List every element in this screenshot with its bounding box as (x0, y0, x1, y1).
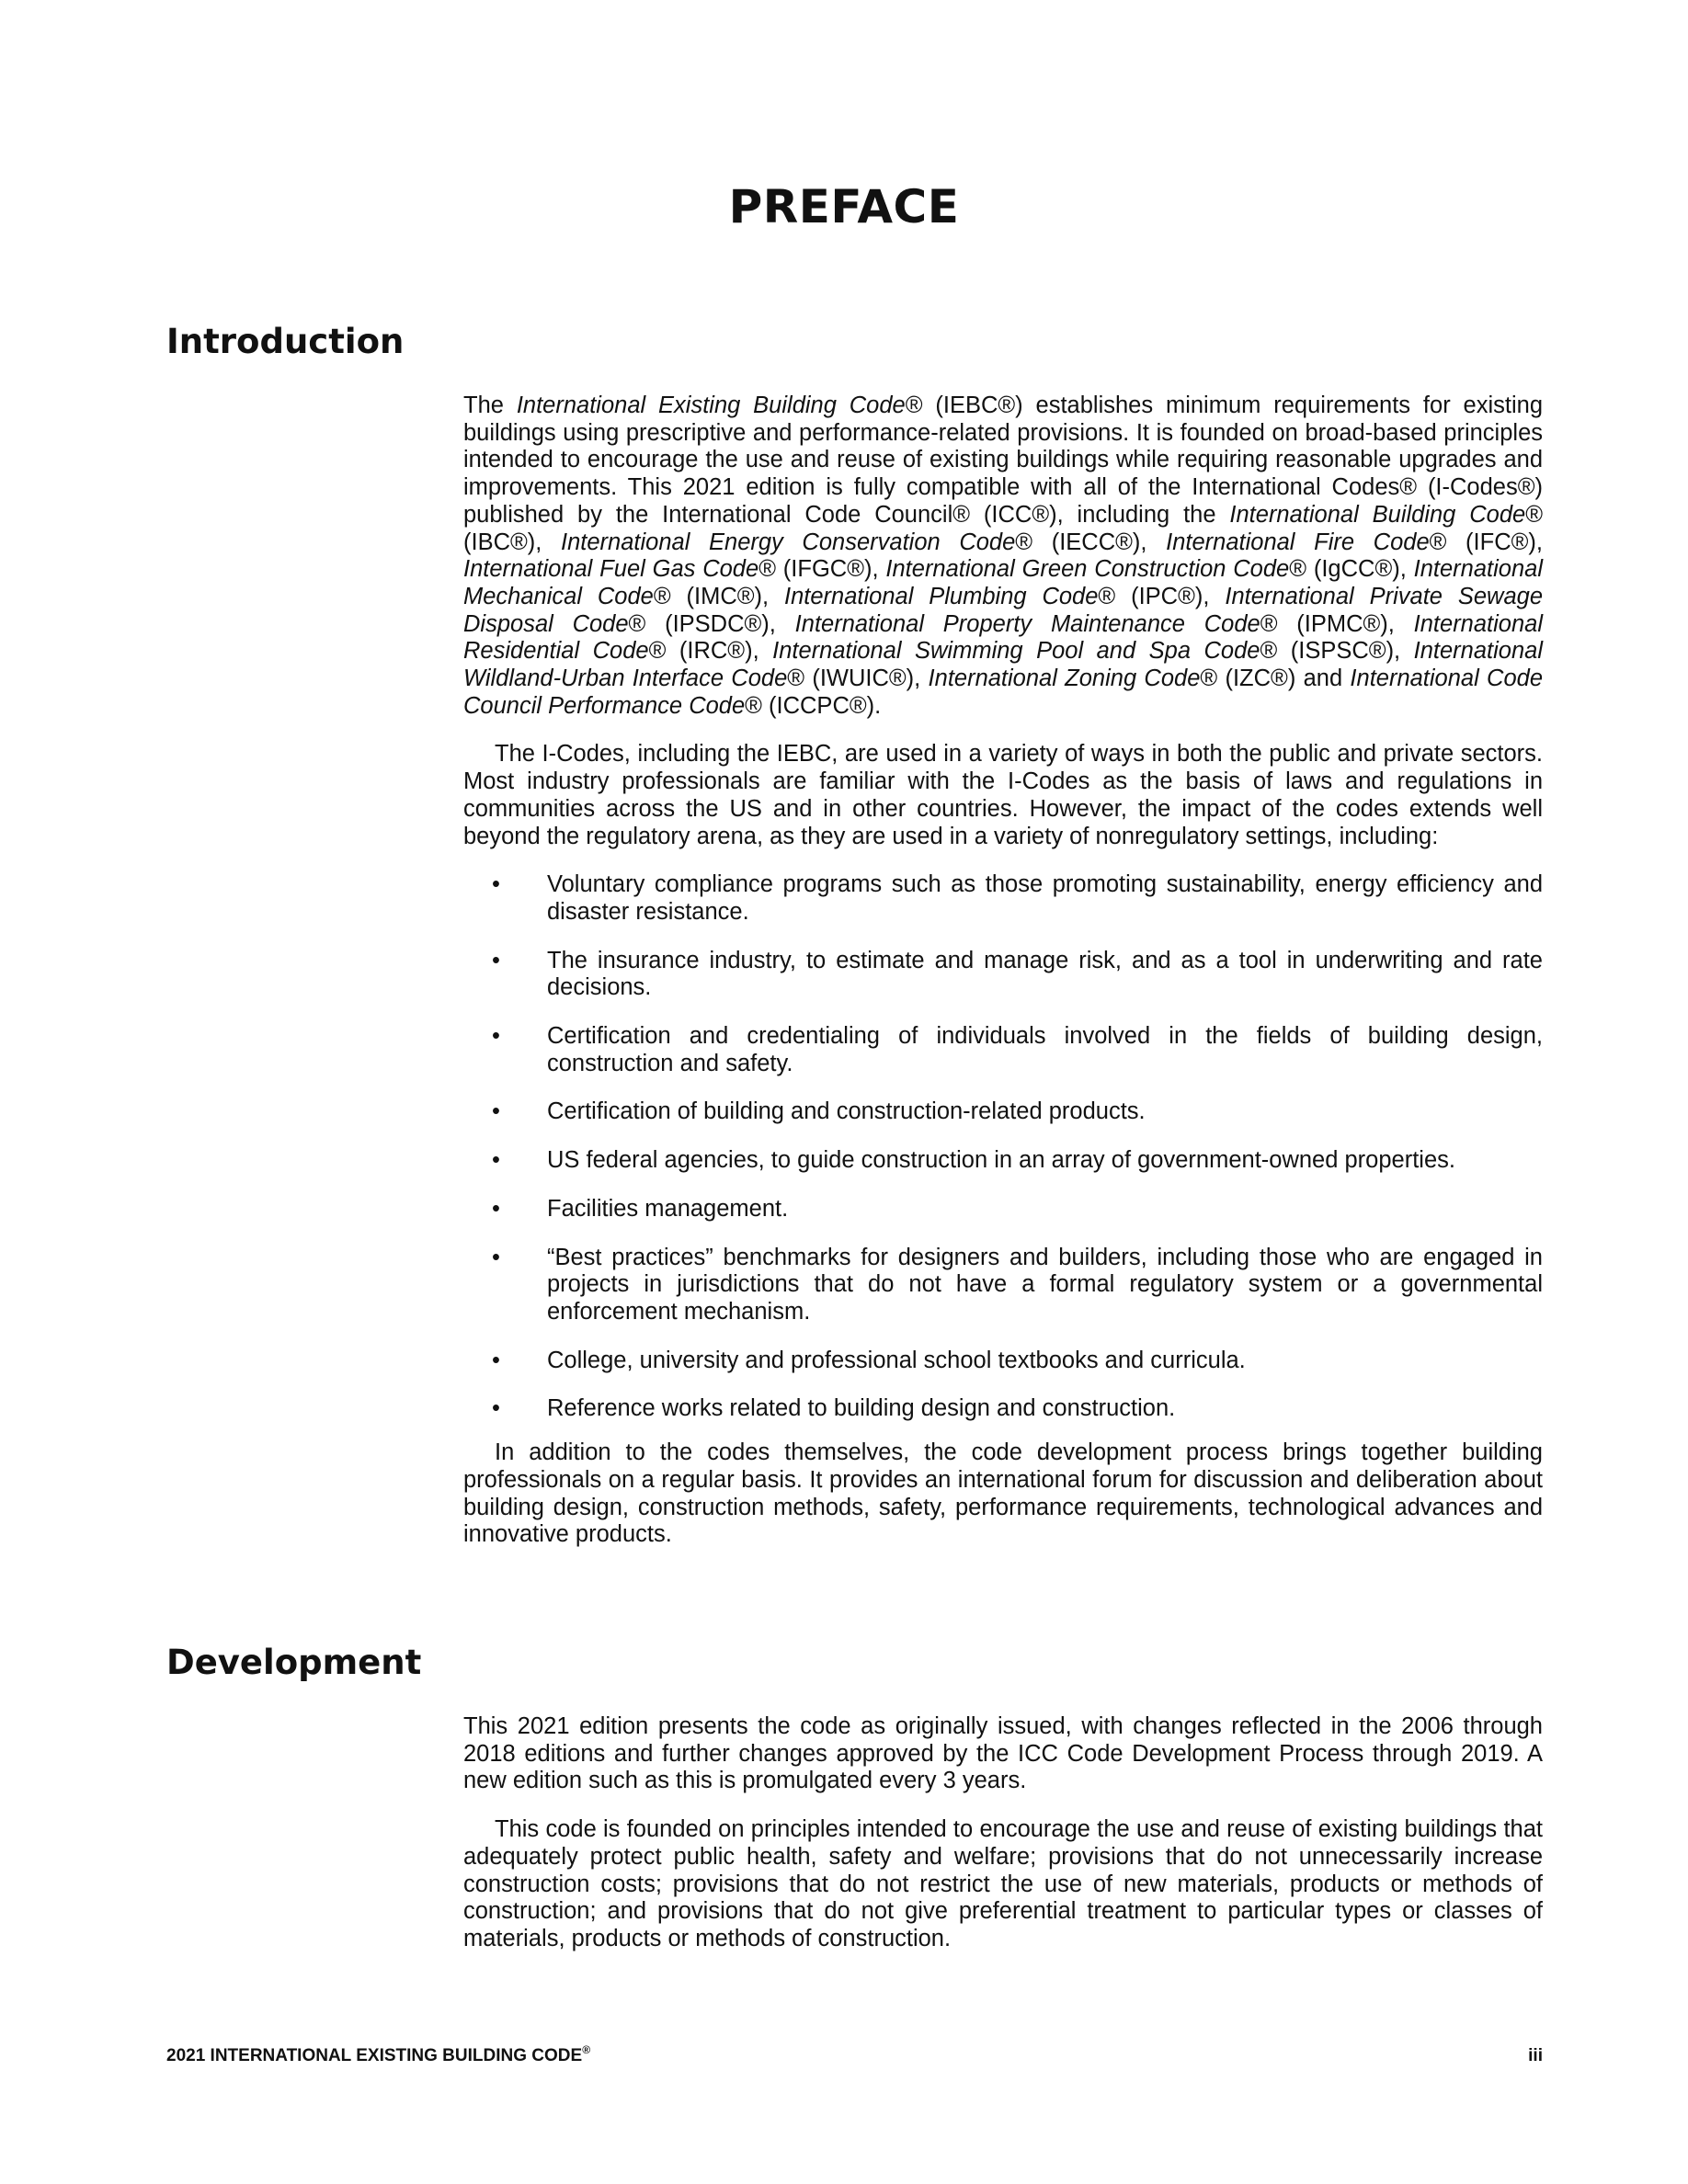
list-item-text: Voluntary compliance programs such as those promoting sustainability, energy efficiency and disaster resistance. (547, 871, 1543, 925)
development-paragraph-1: This 2021 edition presents the code as originally issued, with changes reflected in the 2006 through 2018 editions and further changes approved by the ICC Code Development Process through 2019. A new edition such as this is promulgated every 3 years. (463, 1713, 1543, 1794)
list-item (463, 1245, 1543, 1326)
list-item (463, 1147, 1543, 1175)
list-item-text: Facilities management. (547, 1195, 789, 1222)
list-item-text: Certification of building and construction-related products. (547, 1098, 1146, 1125)
intro-paragraph-2: The I-Codes, including the IEBC, are used in a variety of ways in both the public and private sectors. Most industry professionals are familiar with the I-Codes as the basis of laws and regulations in communities across the US and in other countries. However, the impact of the codes extends well beyond the regulatory arena, as they are used in a variety of nonregulatory settings, including: (463, 741, 1543, 849)
bullet-icon: • (492, 1147, 500, 1174)
list-item-text: US federal agencies, to guide construction in an array of government-owned properties. (547, 1147, 1455, 1174)
list-item (463, 1098, 1543, 1126)
list-item (463, 871, 1543, 926)
list-item (463, 1348, 1543, 1375)
development-body (463, 1713, 1543, 1974)
list-item-text: College, university and professional school textbooks and curricula. (547, 1347, 1246, 1373)
intro-paragraph-3: In addition to the codes themselves, the code development process brings together building professionals on a regular basis. It provides an international forum for discussion and deliberation about building design, construction methods, safety, performance requirements, technological advances and innovative products. (463, 1439, 1543, 1548)
section-heading-development: Development (166, 1643, 422, 1682)
footer-title-text: 2021 INTERNATIONAL EXISTING BUILDING CODE (166, 2046, 583, 2065)
development-paragraph-2: This code is founded on principles intended to encourage the use and reuse of existing buildings that adequately protect public health, safety and welfare; provisions that do not unnecessarily increase construction costs; provisions that do not restrict the use of new materials, products or methods of construction; and provisions that do not give preferential treatment to particular types or classes of materials, products or methods of construction. (463, 1816, 1543, 1951)
bullet-icon: • (492, 1244, 500, 1270)
list-item-text: Reference works related to building design and construction. (547, 1395, 1176, 1422)
bullet-icon: • (492, 1195, 500, 1222)
bullet-icon: • (492, 1395, 500, 1422)
list-item-text: Certification and credentialing of individuals involved in the fields of building design, construction and safety. (547, 1023, 1543, 1076)
section-heading-introduction: Introduction (166, 322, 405, 361)
bullet-icon: • (492, 947, 500, 973)
list-item-text: “Best practices” benchmarks for designers and builders, including those who are engaged in projects in jurisdictions that do not have a formal regulatory system or a governmental enforcement mechanism. (547, 1244, 1543, 1325)
nonregulatory-uses-list (463, 871, 1543, 1423)
list-item (463, 1023, 1543, 1077)
registered-mark: ® (582, 2043, 591, 2056)
bullet-icon: • (492, 1098, 500, 1125)
footer-book-title (166, 2043, 591, 2066)
bullet-icon: • (492, 1023, 500, 1050)
list-item (463, 1395, 1543, 1423)
list-item-text: The insurance industry, to estimate and manage risk, and as a tool in underwriting and rate decisions. (547, 947, 1543, 1001)
list-item (463, 948, 1543, 1002)
page-number: iii (1528, 2046, 1543, 2065)
page-title: PREFACE (728, 180, 960, 233)
list-item (463, 1196, 1543, 1223)
intro-paragraph-1: The International Existing Building Code® (IEBC®) establishes minimum requirements for existing buildings using prescriptive and performance-related provisions. It is founded on broad-based principles intended to encourage the use and reuse of existing buildings while requiring reasonable upgrades and improvements. This 2021 edition is fully compatible with all of the International Codes® (I-Codes®) published by the International Code Council® (ICC®), including the International Building Code® (IBC®), International Energy Conservation Code® (IECC®), International Fire Code® (IFC®), International Fuel Gas Code® (IFGC®), International Green Construction Code® (IgCC®), International Mechanical Code® (IMC®), International Plumbing Code® (IPC®), International Private Sewage Disposal Code® (IPSDC®), International Property Maintenance Code® (IPMC®), International Residential Code® (IRC®), International Swimming Pool and Spa Code® (ISPSC®), International Wildland-Urban Interface Code® (IWUIC®), International Zoning Code® (IZC®) and International Code Council Performance Code® (ICCPC®). (463, 392, 1544, 719)
bullet-icon: • (492, 871, 500, 898)
bullet-icon: • (492, 1347, 500, 1373)
introduction-body (463, 392, 1543, 1570)
